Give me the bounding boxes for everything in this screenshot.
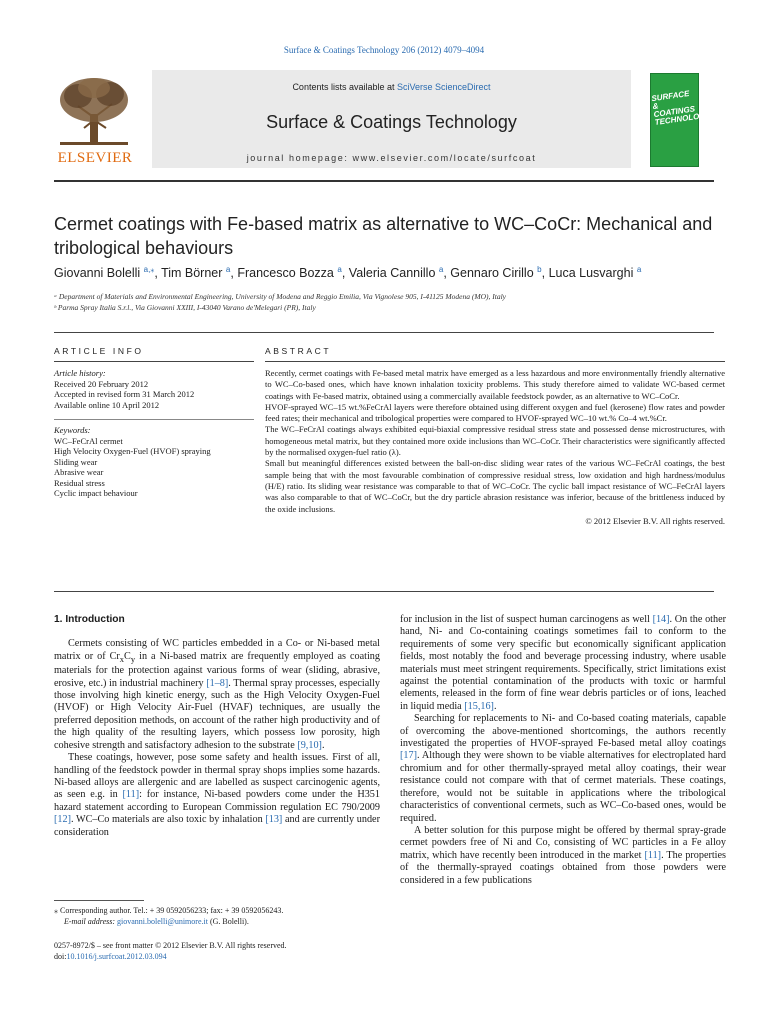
text-run: . WC–Co materials are also toxic by inhalation <box>70 814 266 826</box>
keywords <box>54 425 254 499</box>
footnote-divider <box>54 900 144 901</box>
text-run: . <box>493 700 497 712</box>
contents-prefix: Contents lists available at <box>292 82 397 92</box>
body-paragraph <box>54 752 380 839</box>
text-run: . On the other hand, Ni- and Co-containing coatings sometimes fail to conform to the requirements of some very specific but economically significant application fields, most notably the food and beverage processing industry, where usable materials must meet stringent requirements. Specifically, strict limitations exist against the potential contamination of the products with toxic or harmful elements, released in the form of fine wear debris particles or of ions, leached in liquid media <box>400 614 726 712</box>
history-revised: Accepted in revised form 31 March 2012 <box>54 389 195 399</box>
keyword-item: High Velocity Oxygen-Fuel (HVOF) spraying <box>54 446 211 456</box>
author-affiliation-mark[interactable]: a,⁎ <box>143 265 155 274</box>
text-run: . The properties of the thermally-sprayed coatings obtained from those powders were considered in a few publications <box>400 849 727 886</box>
author-name: Francesco Bozza <box>237 266 334 281</box>
doi-link[interactable]: 10.1016/j.surfcoat.2012.03.094 <box>66 952 167 961</box>
abstract-paragraph: Small but meaningful differences existed between the ball-on-disc sliding wear rates of the various WC–FeCrAl coatings, the best sample being that with the most favourable combination of compressive residual stress, low oxidation and high hardness/modulus (H/E) ratio. Its sliding wear resistance was comparable to that of WC–CoCr. The cyclic ball impact resistance of WC–FeCrAl layers was also comparable to that of WC–CoCr, but the dry particle abrasion resistance was inferior, because of the brittleness induced by the oxide inclusions. <box>265 458 725 514</box>
author-name: Giovanni Bolelli <box>54 266 141 281</box>
body-column-right <box>400 614 726 887</box>
corresponding-author-footnote <box>54 906 384 927</box>
keyword-item: Abrasive wear <box>54 467 104 477</box>
cover-text: SURFACE & COATINGS TECHNOLOGY <box>650 88 712 127</box>
contents-line <box>152 82 631 92</box>
affiliation-b: ᵇ Parma Spray Italia S.r.l., Via Giovanni XXIII, I-43040 Varano de'Melegari (PR), Italy <box>54 303 316 312</box>
article-history <box>54 368 254 410</box>
citation-link[interactable]: [11] <box>122 789 140 801</box>
journal-homepage[interactable]: journal homepage: www.elsevier.com/locate/surfcoat <box>246 153 537 163</box>
citation-link[interactable]: [13] <box>265 814 283 826</box>
email-label: E-mail address: <box>64 916 118 926</box>
publisher-name: ELSEVIER <box>57 150 133 166</box>
text-run: . <box>321 739 325 751</box>
body-column-left <box>54 614 380 839</box>
front-matter <box>54 940 394 962</box>
author-name: Valeria Cannillo <box>348 266 436 281</box>
email-link[interactable]: giovanni.bolelli@unimore.it <box>117 916 208 926</box>
text-run: A better solution for this purpose might be offered by thermal spray-grade cermet powders free of Ni and Co, consisting of WC particles in a Fe alloy matrix, which have recently been introduced in the market <box>400 824 726 861</box>
abstract-heading-rule <box>265 361 725 362</box>
text-run: C <box>124 650 131 662</box>
abstract-body <box>265 368 725 527</box>
history-received: Received 20 February 2012 <box>54 378 149 389</box>
history-online: Available online 10 April 2012 <box>54 399 160 410</box>
citation-link[interactable]: [15,16] <box>464 700 494 712</box>
text-run: . Thermal spray processes, especially those involving high kinetic energy, such as the High Velocity Oxygen-Fuel (HVOF) or High Velocity Air-Fuel (HVAF) techniques, are usually the preferred deposition methods, on account of the rather high productivity and of the high quality of the resulting layers, which possess low porosity, high cohesive strength and satisfactory adhesion to the substrate <box>54 677 380 751</box>
text-run: Searching for replacements to Ni- and Co-based coating materials, capable of overcoming the above-mentioned shortcomings, the authors recently investigated the properties of HVOF-sprayed Fe-based metal alloy coatings <box>400 713 726 750</box>
journal-title: Surface & Coatings Technology <box>266 112 517 132</box>
keyword-item: Cyclic impact behaviour <box>54 488 138 498</box>
article-info-heading: ARTICLE INFO <box>54 346 144 356</box>
sciencedirect-link[interactable]: SciVerse ScienceDirect <box>397 82 491 92</box>
journal-banner <box>152 70 631 168</box>
keyword-item: Residual stress <box>54 477 105 488</box>
email-suffix: (G. Bolelli). <box>207 916 249 926</box>
email-line <box>54 917 384 928</box>
doi-line <box>54 951 394 962</box>
abstract-paragraph: Recently, cermet coatings with Fe-based metal matrix have emerged as a less hazardous and more environmentally friendly alternative to WC–Co-based ones, which have known inhalation toxicity problems. This study therefore aimed to validate WC-based cermet coatings with Fe-based matrix, obtained using a commercially available feedstock powder, as an alternative to WC–CoCr. <box>265 368 725 401</box>
abstract-heading: ABSTRACT <box>265 346 332 356</box>
corresponding-author-line: ⁎ Corresponding author. Tel.: + 39 0592056233; fax: + 39 0592056243. <box>54 906 284 915</box>
author-affiliation-mark[interactable]: a <box>438 265 444 274</box>
author-affiliation-mark[interactable]: a <box>337 265 342 274</box>
author-affiliation-mark[interactable]: a <box>636 265 642 274</box>
author-affiliation-mark[interactable]: b <box>537 265 542 274</box>
history-label: Article history: <box>54 368 106 378</box>
doi-prefix: doi: <box>54 952 67 961</box>
text-run: : for instance, Ni-based powders come under the H351 hazard statement according to European Commission regulation EC 790/2009 <box>54 789 380 813</box>
author-name: Luca Lusvarghi <box>548 266 634 281</box>
keyword-item: WC–FeCrAl cermet <box>54 435 123 446</box>
citation-link[interactable]: [17] <box>400 750 417 762</box>
keywords-label: Keywords: <box>54 425 91 435</box>
author-name: Tim Börner <box>161 266 223 281</box>
citation-link[interactable]: [12] <box>54 814 71 826</box>
body-paragraph <box>400 713 726 825</box>
body-paragraph <box>400 614 726 713</box>
text-run: Cermets consisting of WC particles embedded in a Co- or Ni-based metal matrix or of Cr <box>54 638 380 662</box>
keywords-divider <box>54 419 254 420</box>
journal-citation[interactable]: Surface & Coatings Technology 206 (2012) 4079–4094 <box>283 45 485 55</box>
subscript: x <box>119 653 125 664</box>
body-paragraph <box>54 638 380 752</box>
affiliations <box>54 291 734 313</box>
info-heading-rule <box>54 361 254 362</box>
info-divider <box>54 332 714 333</box>
abstract-paragraph: HVOF-sprayed WC–15 wt.%FeCrAl layers were therefore obtained using different oxygen and fuel (kerosene) flow rates and powder feed rates; their mechanical and tribological properties were compared to HVOF-sprayed WC–10 wt.% Co–4 wt.%Cr. <box>265 401 725 424</box>
abstract-paragraph: The WC–FeCrAl coatings always exhibited equi-biaxial compressive residual stress state and possessed dense microstructures, with homogeneous metal matrix, but they contained more oxide inclusions than WC–CoCr. Their characteristics were significantly affected by the normalised oxygen-fuel ratio (λ). <box>265 424 725 458</box>
body-divider <box>54 591 714 592</box>
citation-link[interactable]: [14] <box>652 614 670 625</box>
section-heading-introduction: 1. Introduction <box>54 614 125 625</box>
text-run: in a Ni-based matrix are frequently employed as coating materials for the protection against various forms of wear (sliding, abrasive, erosive, etc.) in industrial machinery <box>54 650 380 689</box>
abstract-copyright: © 2012 Elsevier B.V. All rights reserved. <box>585 515 725 526</box>
affiliation-a: ᵃ Department of Materials and Environmental Engineering, University of Modena and Reggio Emilia, Via Vignolese 905, I-41125 Modena (MO), Italy <box>54 292 506 301</box>
text-run: . Although they were shown to be viable alternatives for electroplated hard chromium and for other thermally-sprayed metal alloy coatings, their wear resistance could not compare with that of cermet materials. These coatings, therefore, would not be suitable in applications where the tribological characteristics of conventional cermets, such as WC–Co-based ones, would be required. <box>400 750 726 824</box>
tree-logo-icon <box>54 76 134 148</box>
text-run: for inclusion in the list of suspect human carcinogens as well <box>400 614 653 625</box>
header-divider <box>54 180 714 182</box>
body-paragraph <box>400 825 726 887</box>
issn-line: 0257-8972/$ – see front matter © 2012 Elsevier B.V. All rights reserved. <box>54 941 287 950</box>
journal-cover-thumbnail <box>650 73 712 167</box>
article-title: Cermet coatings with Fe-based matrix as alternative to WC–CoCr: Mechanical and tribological behaviours <box>54 214 713 258</box>
text-run: These coatings, however, pose some safety and health issues. First of all, handling of the feedstock powder in thermal spray shops implies some hazards. Ni-based alloys are allergenic and are labelled as suspect carcinogenic agents, as seen e.g. in <box>54 752 380 801</box>
author-affiliation-mark[interactable]: a <box>225 265 231 274</box>
text-run: and are currently under consideration <box>54 814 380 838</box>
author-name: Gennaro Cirillo <box>450 266 534 281</box>
citation-link[interactable]: [9,10] <box>297 739 322 751</box>
author-list: Giovanni Bolelli $^{a,⁎}$, Tim Börner $^a$, Francesco Bozza $^a$, Valeria Cannillo $^a$, Gennaro Cirillo $^b$, Luca Lusvarghi $^a$ <box>54 265 642 281</box>
masthead <box>54 70 712 168</box>
citation-link[interactable]: [11] <box>644 849 662 861</box>
keyword-item: Sliding wear <box>54 456 98 467</box>
citation-link[interactable]: [1–8] <box>206 677 229 689</box>
subscript: y <box>130 653 136 664</box>
